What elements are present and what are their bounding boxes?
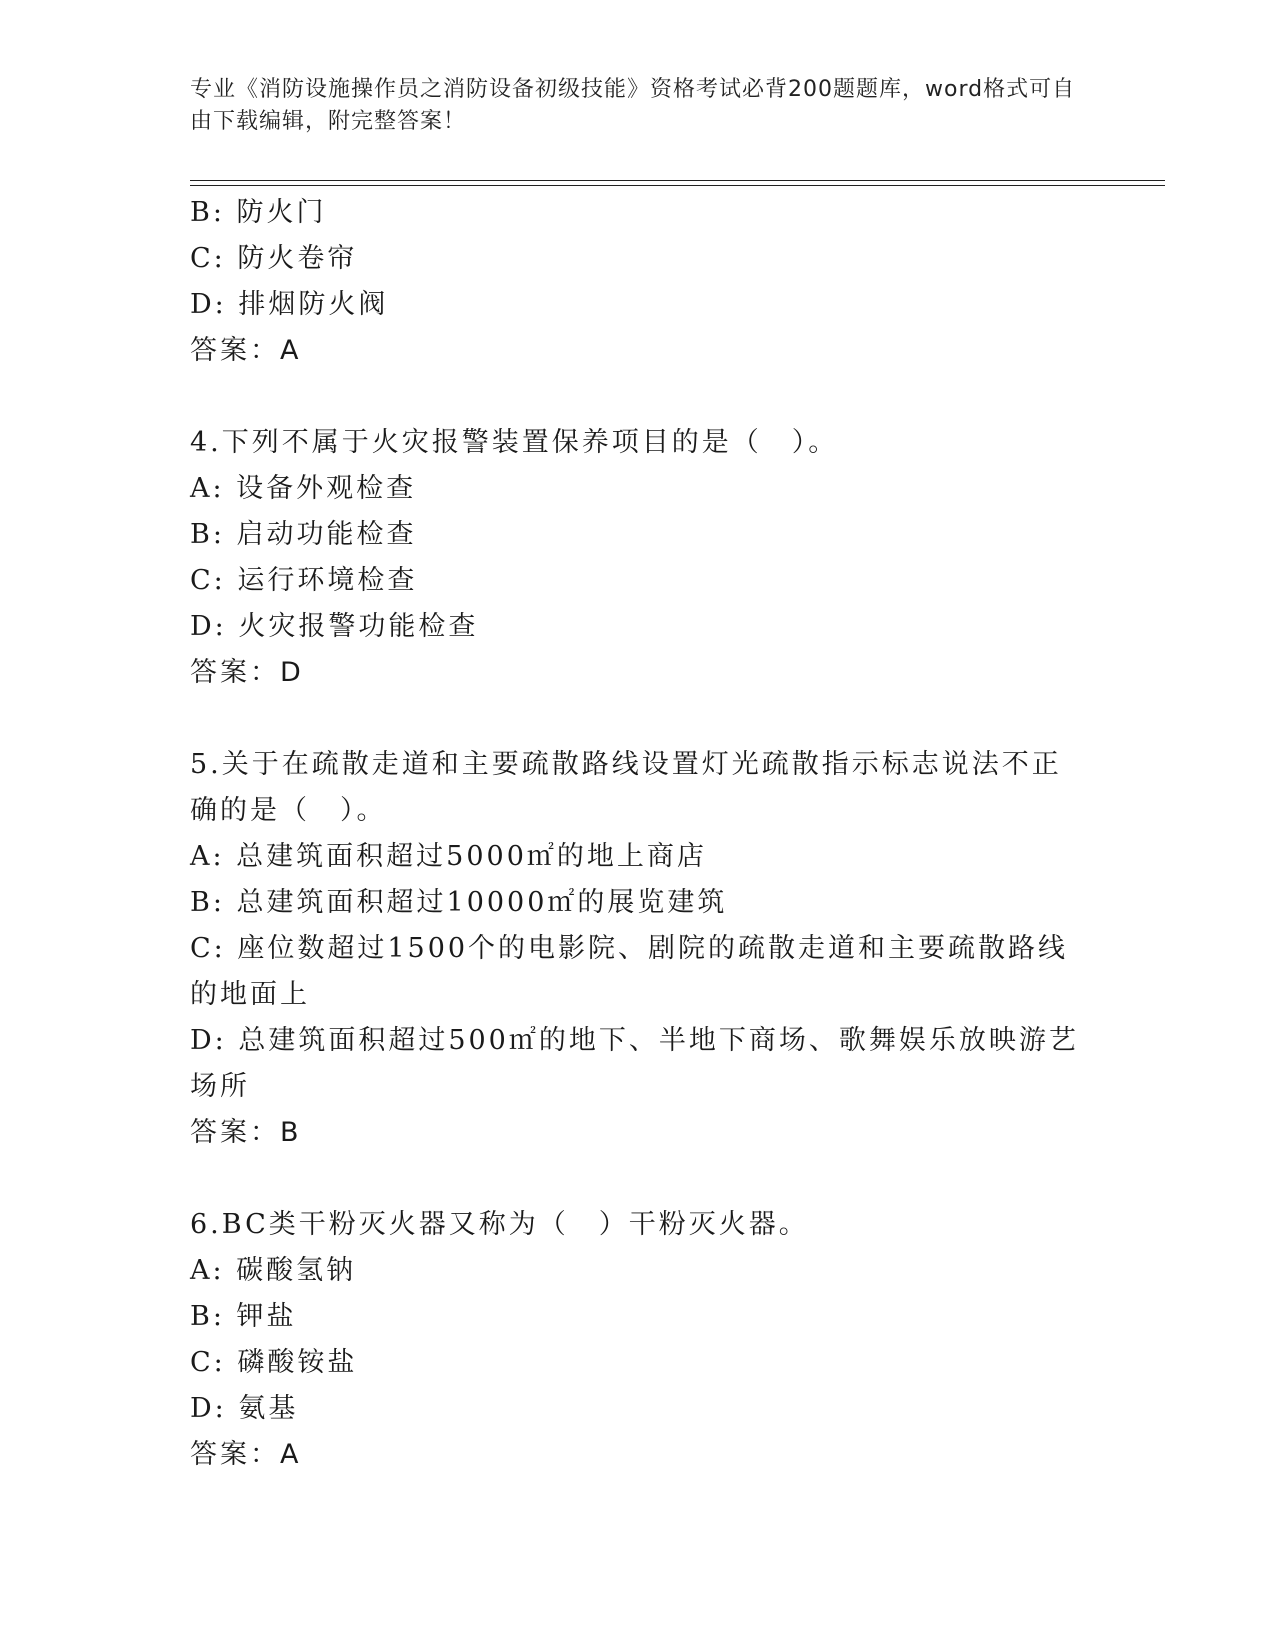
question-partial bbox=[190, 190, 1080, 374]
option-d: D: 火灾报警功能检查 bbox=[190, 611, 479, 642]
option-c: C: 磷酸铵盐 bbox=[190, 1347, 358, 1378]
spacer bbox=[190, 696, 1080, 742]
option-b: B: 总建筑面积超过10000㎡的展览建筑 bbox=[190, 887, 728, 918]
question-stem: 5.关于在疏散走道和主要疏散路线设置灯光疏散指示标志说法不正确的是（ ）。 bbox=[190, 749, 1062, 826]
option-c: C: 座位数超过1500个的电影院、剧院的疏散走道和主要疏散路线的地面上 bbox=[190, 933, 1069, 1010]
question-4 bbox=[190, 420, 1080, 696]
option-a: A: 设备外观检查 bbox=[190, 473, 417, 504]
answer-line: 答案：B bbox=[190, 1117, 302, 1148]
answer-line: 答案：D bbox=[190, 657, 304, 688]
option-a: A: 碳酸氢钠 bbox=[190, 1255, 357, 1286]
document-header: 专业《消防设施操作员之消防设备初级技能》资格考试必背200题题库，word格式可自由下载编辑，附完整答案！ bbox=[190, 77, 1076, 134]
option-b: B: 防火门 bbox=[190, 197, 327, 228]
option-d: D: 排烟防火阀 bbox=[190, 289, 389, 320]
option-d: D: 总建筑面积超过500㎡的地下、半地下商场、歌舞娱乐放映游艺场所 bbox=[190, 1025, 1079, 1102]
question-stem: 4.下列不属于火灾报警装置保养项目的是（ ）。 bbox=[190, 427, 839, 458]
question-stem: 6.BC类干粉灭火器又称为（ ）干粉灭火器。 bbox=[190, 1209, 809, 1240]
option-d: D: 氨基 bbox=[190, 1393, 299, 1424]
spacer bbox=[190, 374, 1080, 420]
option-b: B: 启动功能检查 bbox=[190, 519, 417, 550]
option-b: B: 钾盐 bbox=[190, 1301, 297, 1332]
option-c: C: 防火卷帘 bbox=[190, 243, 358, 274]
spacer bbox=[190, 1156, 1080, 1202]
question-5 bbox=[190, 742, 1080, 1156]
question-6 bbox=[190, 1202, 1080, 1478]
header-divider bbox=[190, 180, 1165, 186]
option-c: C: 运行环境检查 bbox=[190, 565, 418, 596]
answer-line: 答案：A bbox=[190, 335, 302, 366]
document-body bbox=[190, 190, 1080, 1478]
answer-line: 答案：A bbox=[190, 1439, 302, 1470]
option-a: A: 总建筑面积超过5000㎡的地上商店 bbox=[190, 841, 707, 872]
